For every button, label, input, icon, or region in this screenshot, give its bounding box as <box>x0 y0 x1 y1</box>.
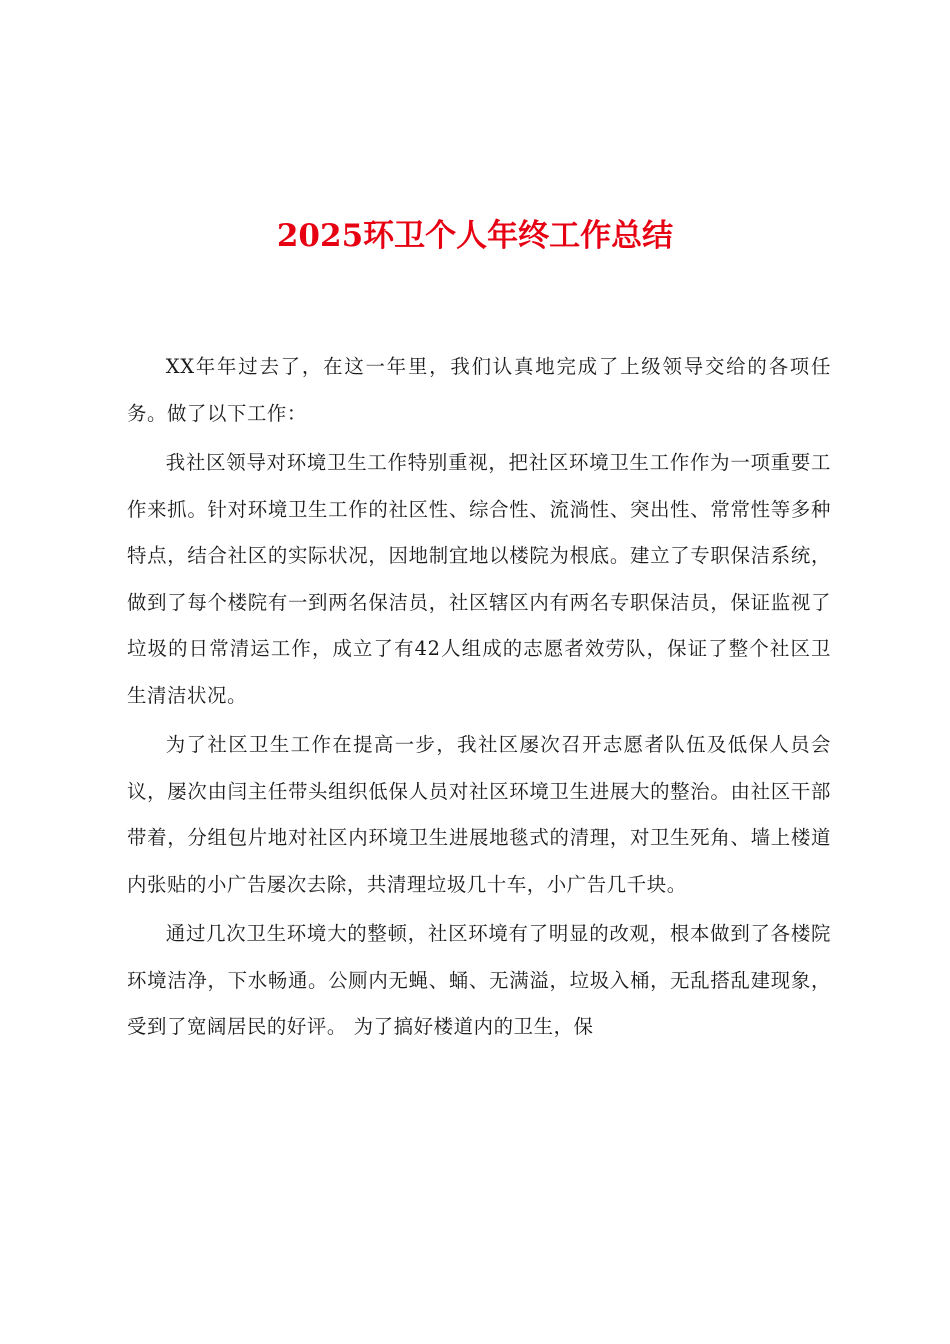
document-body <box>127 344 831 1054</box>
paragraph-cleanup-campaign: 为了社区卫生工作在提高一步，我社区屡次召开志愿者队伍及低保人员会议，屡次由闫主任带头组织低保人员对社区环境卫生进展大的整治。由社区干部带着，分组包片地对社区内环境卫生进展地毯式的清理，对卫生死角、墙上楼道内张贴的小广告屡次去除，共清理垃圾几十车，小广告几千块。 <box>127 733 831 896</box>
paragraph-results: 通过几次卫生环境大的整顿，社区环境有了明显的改观，根本做到了各楼院环境洁净，下水畅通。公厕内无蝇、蛹、无满溢，垃圾入桶，无乱搭乱建现象，受到了宽阔居民的好评。 为了搞好楼道内的卫生，保 <box>127 922 831 1038</box>
paragraph-intro: XX年年过去了，在这一年里，我们认真地完成了上级领导交给的各项任务。做了以下工作： <box>127 355 831 425</box>
document-title: 2025环卫个人年终工作总结 <box>276 218 674 254</box>
paragraph-sanitation-system: 我社区领导对环境卫生工作特别重视，把社区环境卫生工作作为一项重要工作来抓。针对环境卫生工作的社区性、综合性、流淌性、突出性、常常性等多种特点，结合社区的实际状况，因地制宜地以楼院为根底。建立了专职保洁系统，做到了每个楼院有一到两名保洁员，社区辖区内有两名专职保洁员，保证监视了垃圾的日常清运工作，成立了有42人组成的志愿者效劳队，保证了整个社区卫生清洁状况。 <box>127 451 831 707</box>
